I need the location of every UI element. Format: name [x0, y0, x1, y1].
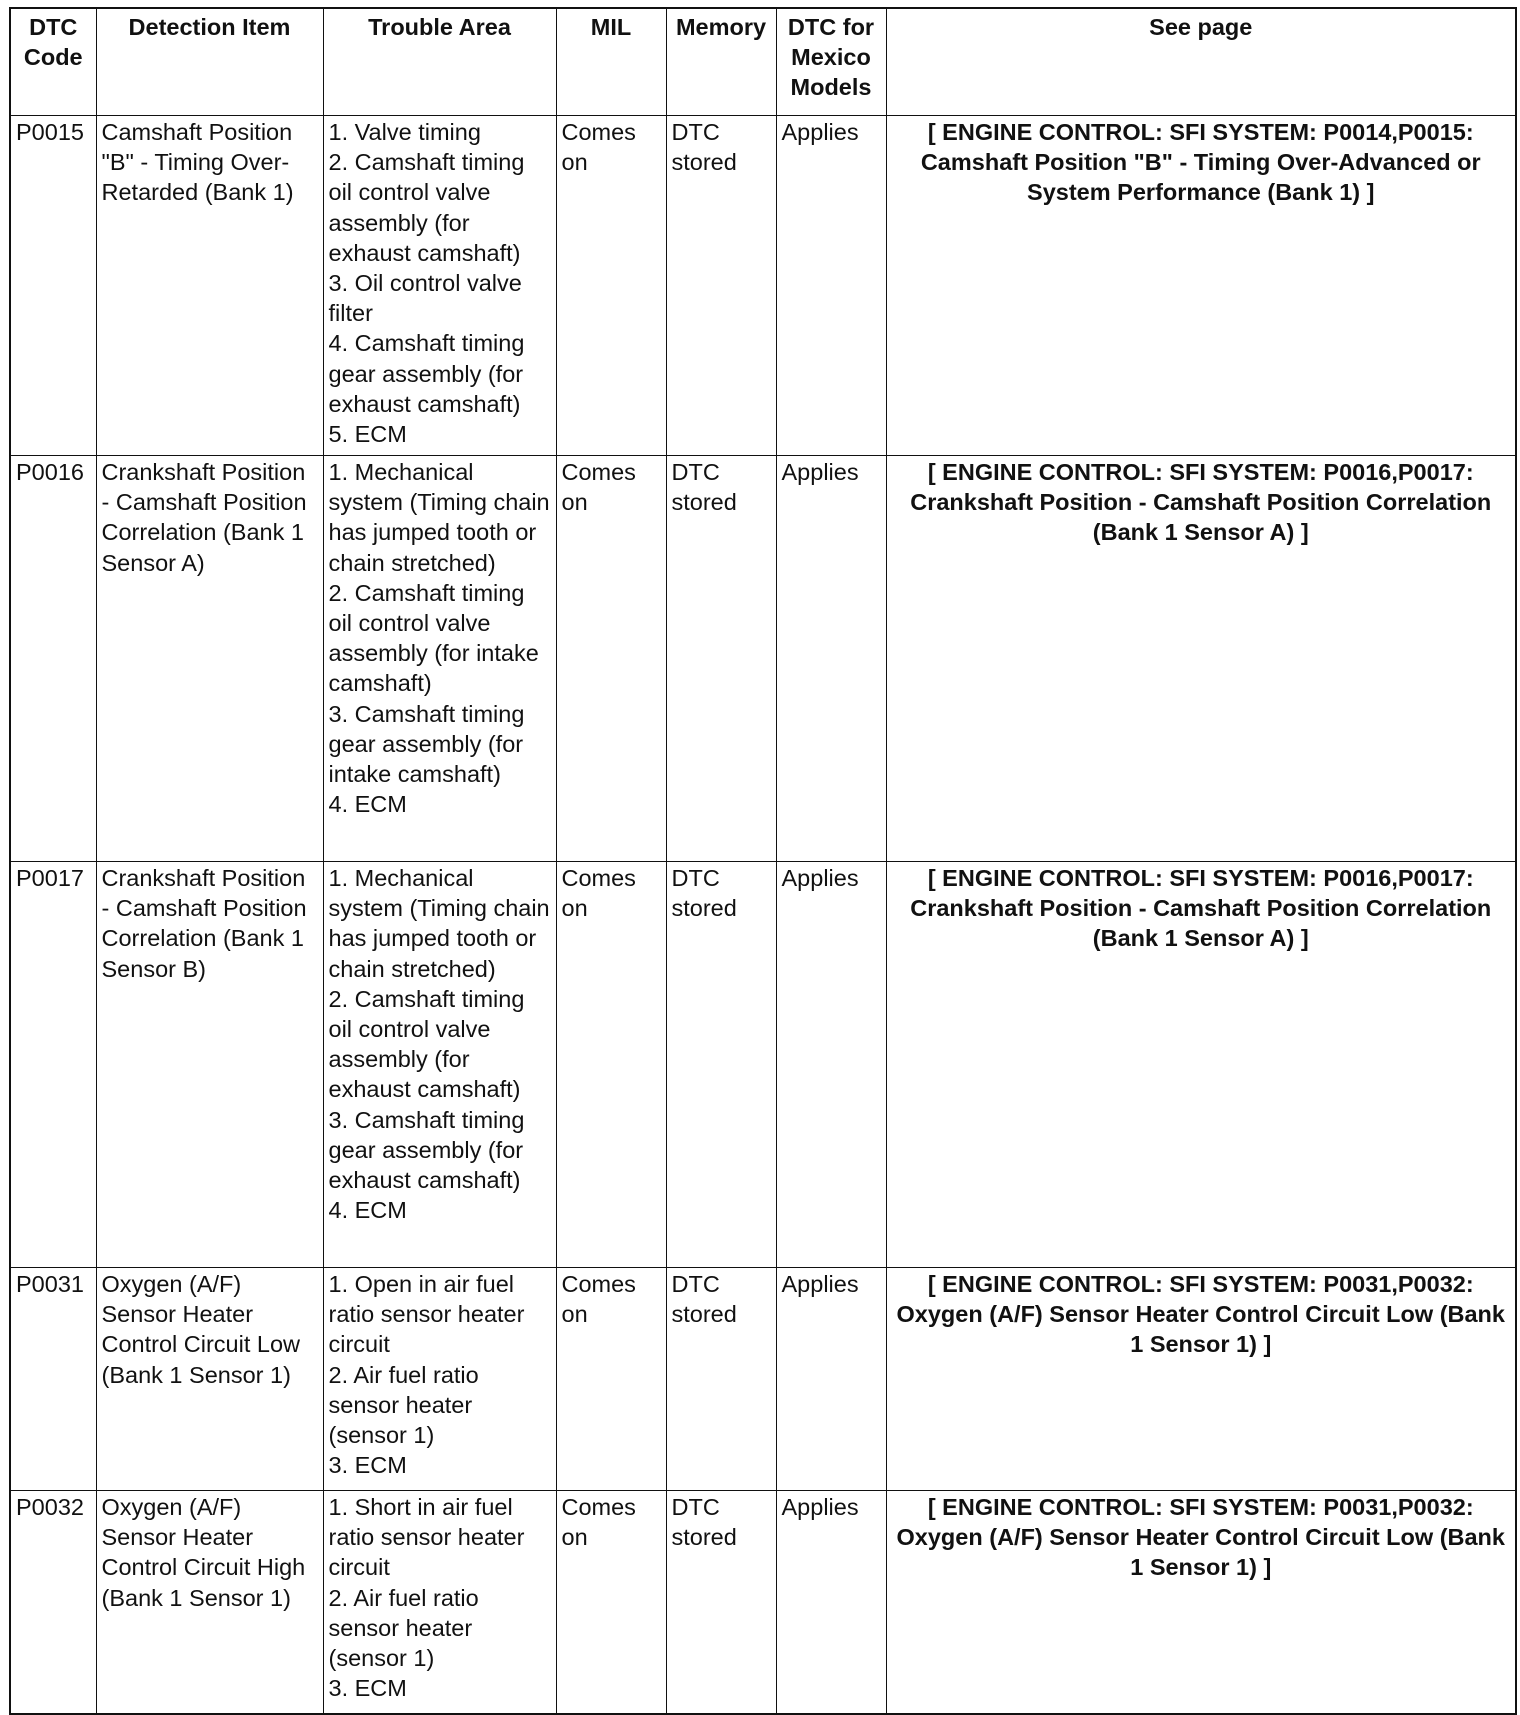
trouble-area-item: 5. ECM: [328, 421, 407, 448]
trouble-area-item: 3. Camshaft timing gear assembly (for exhaust camshaft): [328, 1106, 525, 1194]
trouble-area-item: 4. ECM: [328, 791, 407, 818]
trouble-area-item: 3. ECM: [328, 1675, 407, 1702]
memory-cell: DTC stored: [666, 116, 776, 456]
mexico-cell: Applies: [776, 862, 886, 1268]
detection-item-cell: Crankshaft Position - Camshaft Position Correlation (Bank 1 Sensor A): [96, 456, 323, 862]
mexico-cell: Applies: [776, 116, 886, 456]
header-trouble-area: Trouble Area: [323, 8, 556, 116]
mil-cell: Comes on: [556, 1491, 666, 1715]
trouble-area-cell: [323, 1491, 556, 1715]
trouble-area-cell: [323, 862, 556, 1268]
trouble-area-item: 1. Mechanical system (Timing chain has jumped tooth or chain stretched): [328, 459, 550, 576]
trouble-area-item: 2. Camshaft timing oil control valve assembly (for intake camshaft): [328, 579, 539, 697]
dtc-code-cell: P0032: [10, 1491, 96, 1715]
header-dtc-code: DTC Code: [10, 8, 96, 116]
trouble-area-item: 3. Camshaft timing gear assembly (for intake camshaft): [328, 700, 525, 788]
trouble-area-cell: [323, 456, 556, 862]
see-page-link[interactable]: [ ENGINE CONTROL: SFI SYSTEM: P0031,P0032: Oxygen (A/F) Sensor Heater Control Circuit Low (Bank 1 Sensor 1) ]: [886, 1268, 1516, 1491]
trouble-area-item: 1. Mechanical system (Timing chain has jumped tooth or chain stretched): [328, 865, 550, 982]
mexico-cell: Applies: [776, 1491, 886, 1715]
see-page-link[interactable]: [ ENGINE CONTROL: SFI SYSTEM: P0016,P0017: Crankshaft Position - Camshaft Position Correlation (Bank 1 Sensor A) ]: [886, 862, 1516, 1268]
table-row: [10, 456, 1516, 862]
trouble-area-item: 2. Camshaft timing oil control valve assembly (for exhaust camshaft): [328, 985, 525, 1103]
header-detection-item: Detection Item: [96, 8, 323, 116]
header-mil: MIL: [556, 8, 666, 116]
mil-cell: Comes on: [556, 862, 666, 1268]
trouble-area-item: 4. Camshaft timing gear assembly (for exhaust camshaft): [328, 330, 525, 417]
dtc-code-cell: P0015: [10, 116, 96, 456]
detection-item-cell: Oxygen (A/F) Sensor Heater Control Circuit Low (Bank 1 Sensor 1): [96, 1268, 323, 1491]
dtc-code-cell: P0031: [10, 1268, 96, 1491]
see-page-link[interactable]: [ ENGINE CONTROL: SFI SYSTEM: P0031,P0032: Oxygen (A/F) Sensor Heater Control Circuit Low (Bank 1 Sensor 1) ]: [886, 1491, 1516, 1715]
trouble-area-cell: [323, 1268, 556, 1491]
see-page-link[interactable]: [ ENGINE CONTROL: SFI SYSTEM: P0016,P0017: Crankshaft Position - Camshaft Position Correlation (Bank 1 Sensor A) ]: [886, 456, 1516, 862]
trouble-area-item: 2. Camshaft timing oil control valve assembly (for exhaust camshaft): [328, 149, 525, 266]
mil-cell: Comes on: [556, 1268, 666, 1491]
dtc-table: [9, 7, 1517, 1715]
header-memory: Memory: [666, 8, 776, 116]
detection-item-cell: Crankshaft Position - Camshaft Position Correlation (Bank 1 Sensor B): [96, 862, 323, 1268]
trouble-area-item: 2. Air fuel ratio sensor heater (sensor 1): [328, 1584, 479, 1672]
mil-cell: Comes on: [556, 116, 666, 456]
table-row: [10, 116, 1516, 456]
memory-cell: DTC stored: [666, 1491, 776, 1715]
dtc-code-cell: P0017: [10, 862, 96, 1268]
table-row: [10, 1268, 1516, 1491]
header-see-page: See page: [886, 8, 1516, 116]
header-mexico-models: DTC for Mexico Models: [776, 8, 886, 116]
trouble-area-cell: [323, 116, 556, 456]
trouble-area-item: 1. Valve timing: [328, 119, 481, 145]
memory-cell: DTC stored: [666, 862, 776, 1268]
see-page-link[interactable]: [ ENGINE CONTROL: SFI SYSTEM: P0014,P0015: Camshaft Position "B" - Timing Over-Advanced or System Performance (Bank 1) ]: [886, 116, 1516, 456]
trouble-area-item: 3. ECM: [328, 1452, 407, 1479]
mexico-cell: Applies: [776, 456, 886, 862]
trouble-area-item: 3. Oil control valve filter: [328, 270, 522, 327]
memory-cell: DTC stored: [666, 1268, 776, 1491]
trouble-area-item: 1. Short in air fuel ratio sensor heater circuit: [328, 1494, 525, 1581]
memory-cell: DTC stored: [666, 456, 776, 862]
trouble-area-item: 2. Air fuel ratio sensor heater (sensor 1): [328, 1361, 479, 1449]
detection-item-cell: Camshaft Position "B" - Timing Over-Retarded (Bank 1): [96, 116, 323, 456]
table-row: [10, 862, 1516, 1268]
header-row: [10, 8, 1516, 116]
trouble-area-item: 1. Open in air fuel ratio sensor heater circuit: [328, 1271, 525, 1358]
mexico-cell: Applies: [776, 1268, 886, 1491]
trouble-area-item: 4. ECM: [328, 1197, 407, 1224]
detection-item-cell: Oxygen (A/F) Sensor Heater Control Circuit High (Bank 1 Sensor 1): [96, 1491, 323, 1715]
mil-cell: Comes on: [556, 456, 666, 862]
dtc-code-cell: P0016: [10, 456, 96, 862]
table-row: [10, 1491, 1516, 1715]
